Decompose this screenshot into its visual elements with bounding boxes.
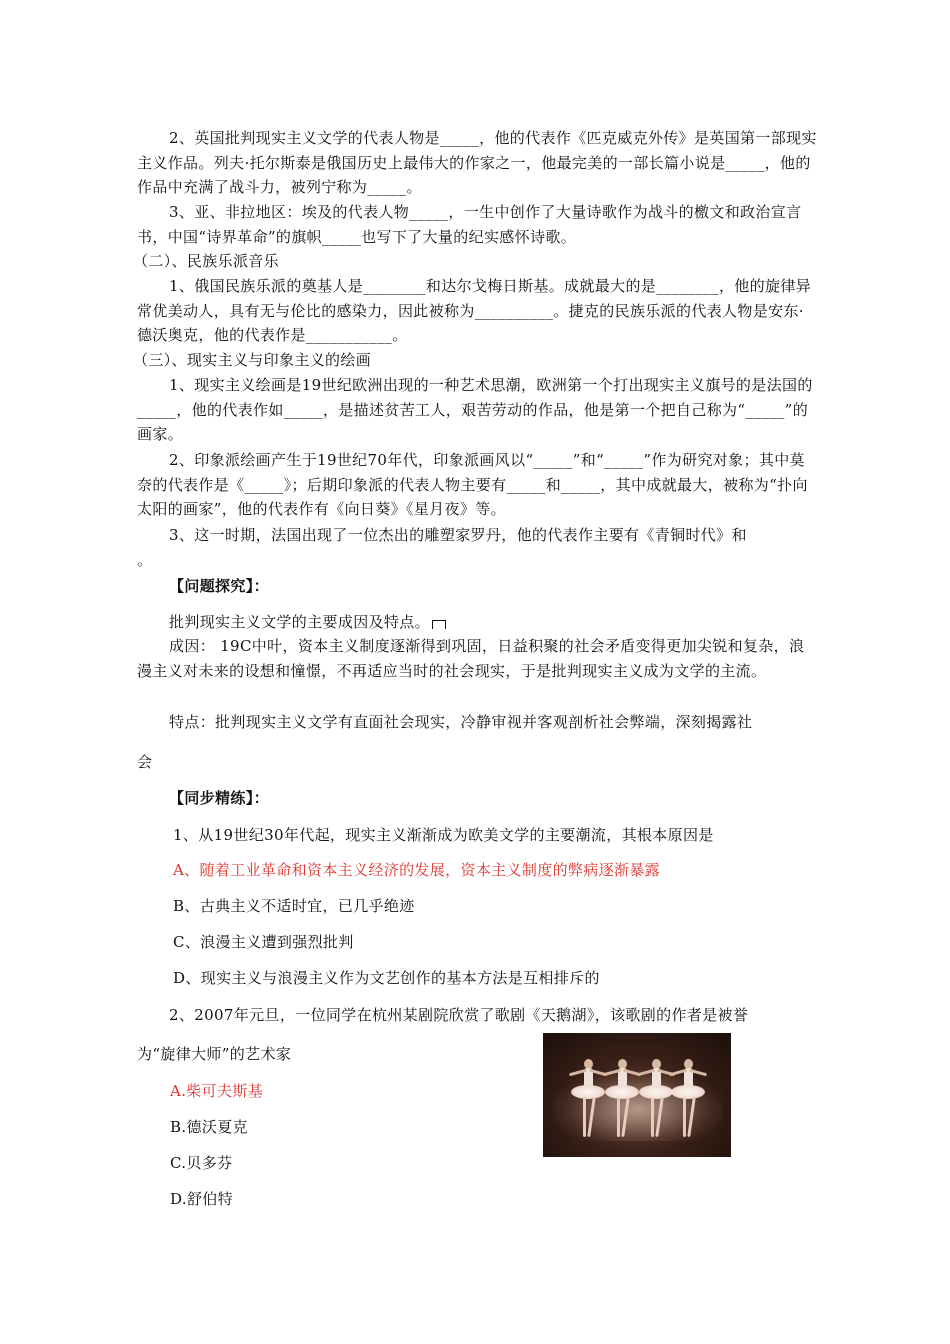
dancer-figure [571, 1059, 605, 1143]
music-paragraph-1: 1、俄国民族乐派的奠基人是________和达尔戈梅日斯基。成就最大的是________，他的旋律异常优美动人，具有无与伦比的感染力，因此被称为__________。捷克的民族乐派的代表人物是安东·德沃奥克，他的代表作是___________。 [137, 277, 812, 344]
question-1-option-b: B、古典主义不适时宜，已几乎绝迹 [173, 897, 415, 915]
explore-cause: 成因： 19C中叶，资本主义制度逐渐得到巩固，日益积聚的社会矛盾变得更加尖锐和复杂，浪漫主义对未来的设想和憧憬，不再适应当时的社会现实，于是批判现实主义成为文学的主流。 [137, 637, 805, 680]
question-1: 1、从19世纪30年代起，现实主义渐渐成为欧美文学的主要潮流，其根本原因是 [173, 826, 714, 844]
bracket-mark-icon [432, 620, 446, 629]
question-2: 2、2007年元旦，一位同学在杭州某剧院欣赏了歌剧《天鹅湖》，该歌剧的作者是被誉 [169, 1006, 749, 1024]
ballet-photo [543, 1033, 731, 1157]
explore-feature: 特点：批判现实主义文学有直面社会现实，冷静审视并客观剖析社会弊端，深刻揭露社 [169, 713, 753, 731]
explore-heading: 【问题探究】： [169, 577, 269, 595]
question-2-option-b: B.德沃夏克 [170, 1118, 248, 1136]
question-2-option-c: C.贝多芬 [170, 1154, 233, 1172]
question-1-option-d: D、现实主义与浪漫主义作为文艺创作的基本方法是互相排斥的 [173, 969, 600, 987]
question-2-line-2: 为“旋律大师”的艺术家 [137, 1045, 292, 1063]
painting-paragraph-3-end: 。 [137, 551, 153, 569]
painting-paragraph-1: 1、现实主义绘画是19世纪欧洲出现的一种艺术思潮，欧洲第一个打出现实主义旗号的是法国的_____，他的代表作如_____，是描述贫苦工人，艰苦劳动的作品，他是第一个把自己称为“_____”的画家。 [137, 376, 813, 443]
section-heading-painting: （三）、现实主义与印象主义的绘画 [133, 351, 372, 369]
explore-feature-end: 会 [137, 753, 153, 771]
question-1-option-c: C、浪漫主义遭到强烈批判 [173, 933, 354, 951]
painting-paragraph-2: 2、印象派绘画产生于19世纪70年代，印象派画风以“_____”和“_____”作为研究对象；其中莫奈的代表作是《_____》；后期印象派的代表人物主要有_____和_____，其中成就最大，被称为“扑向太阳的画家”，他的代表作有《向日葵》《星月夜》等。 [137, 451, 808, 518]
dancer-figure [605, 1059, 639, 1143]
painting-paragraph-3: 3、这一时期，法国出现了一位杰出的雕塑家罗丹，他的代表作主要有《青铜时代》和 [169, 526, 747, 544]
dancer-figure [671, 1059, 705, 1143]
explore-question: 批判现实主义文学的主要成因及特点。 [137, 610, 817, 635]
dancer-figure [639, 1059, 673, 1143]
section-heading-music: （二）、民族乐派音乐 [133, 252, 280, 270]
practice-heading: 【同步精练】： [169, 789, 269, 807]
question-2-option-a: A.柴可夫斯基 [170, 1082, 264, 1100]
question-1-option-a: A、随着工业革命和资本主义经济的发展，资本主义制度的弊病逐渐暴露 [173, 861, 661, 879]
literature-paragraph-3: 3、亚、非拉地区：埃及的代表人物_____，一生中创作了大量诗歌作为战斗的檄文和政治宣言书，中国“诗界革命”的旗帜_____也写下了大量的纪实感怀诗歌。 [137, 203, 802, 246]
question-2-option-d: D.舒伯特 [170, 1190, 234, 1208]
literature-paragraph-2: 2、英国批判现实主义文学的代表人物是_____，他的代表作《匹克威克外传》是英国第一部现实主义作品。列夫·托尔斯泰是俄国历史上最伟大的作家之一，他最完美的一部长篇小说是_____，他的作品中充满了战斗力，被列宁称为_____。 [137, 129, 817, 196]
